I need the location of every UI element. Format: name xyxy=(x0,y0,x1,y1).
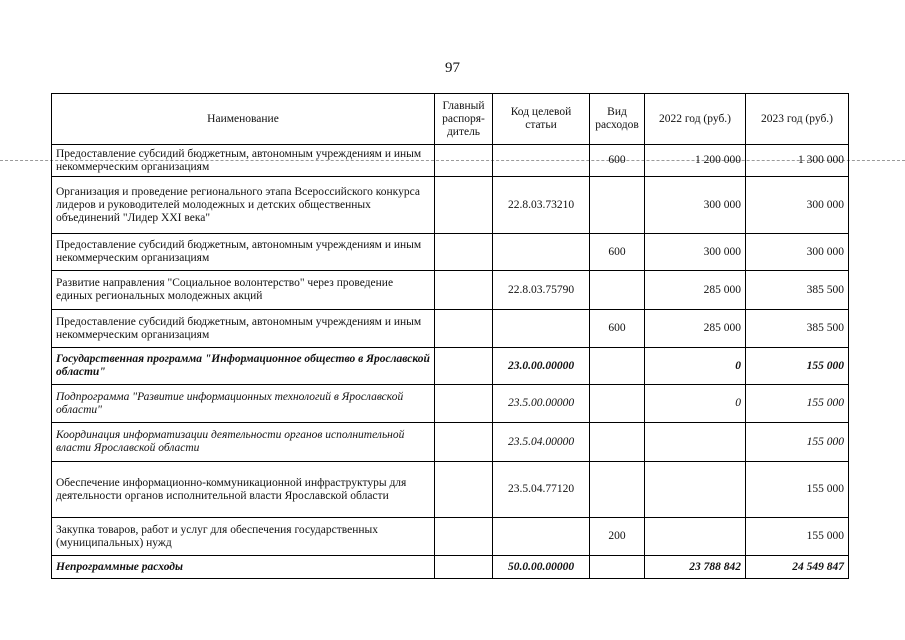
row-target-code xyxy=(493,310,590,348)
row-amount-2022: 285 000 xyxy=(645,310,746,348)
row-expense-type: 600 xyxy=(590,145,645,177)
row-amount-2023: 155 000 xyxy=(746,518,849,556)
row-name: Предоставление субсидий бюджетным, автономным учреждениям и иным некоммерческим организациям xyxy=(52,310,435,348)
table-row xyxy=(52,385,849,423)
row-expense-type xyxy=(590,385,645,423)
table-row xyxy=(52,348,849,385)
table-row xyxy=(52,145,849,177)
row-expense-type xyxy=(590,556,645,579)
page-number: 97 xyxy=(445,60,460,76)
table-row xyxy=(52,556,849,579)
row-name: Государственная программа "Информационное общество в Ярославской области" xyxy=(52,348,435,385)
row-expense-type: 200 xyxy=(590,518,645,556)
row-main-manager xyxy=(435,310,493,348)
row-target-code: 22.8.03.73210 xyxy=(493,177,590,234)
row-name: Координация информатизации деятельности органов исполнительной власти Ярославской области xyxy=(52,423,435,462)
row-expense-type: 600 xyxy=(590,234,645,271)
header-year-2023: 2023 год (руб.) xyxy=(746,94,849,145)
row-amount-2022 xyxy=(645,423,746,462)
row-amount-2023: 24 549 847 xyxy=(746,556,849,579)
row-main-manager xyxy=(435,556,493,579)
row-target-code: 22.8.03.75790 xyxy=(493,271,590,310)
table-row xyxy=(52,462,849,518)
row-expense-type xyxy=(590,177,645,234)
row-amount-2023: 300 000 xyxy=(746,177,849,234)
row-amount-2022: 300 000 xyxy=(645,177,746,234)
row-target-code: 50.0.00.00000 xyxy=(493,556,590,579)
row-main-manager xyxy=(435,518,493,556)
row-name: Развитие направления "Социальное волонтерство" через проведение единых региональных молодежных акций xyxy=(52,271,435,310)
row-amount-2023: 385 500 xyxy=(746,271,849,310)
row-target-code: 23.0.00.00000 xyxy=(493,348,590,385)
row-main-manager xyxy=(435,177,493,234)
header-target-code: Код целевой статьи xyxy=(493,94,590,145)
row-target-code: 23.5.04.00000 xyxy=(493,423,590,462)
row-amount-2022: 300 000 xyxy=(645,234,746,271)
table-row xyxy=(52,423,849,462)
budget-table xyxy=(51,93,849,579)
row-target-code xyxy=(493,234,590,271)
row-target-code xyxy=(493,518,590,556)
row-target-code: 23.5.00.00000 xyxy=(493,385,590,423)
row-expense-type xyxy=(590,348,645,385)
row-amount-2023: 155 000 xyxy=(746,385,849,423)
row-main-manager xyxy=(435,145,493,177)
row-main-manager xyxy=(435,348,493,385)
table-header-row xyxy=(52,94,849,145)
row-amount-2022: 0 xyxy=(645,348,746,385)
header-year-2022: 2022 год (руб.) xyxy=(645,94,746,145)
table-row xyxy=(52,310,849,348)
row-main-manager xyxy=(435,385,493,423)
row-name: Подпрограмма "Развитие информационных технологий в Ярославской области" xyxy=(52,385,435,423)
row-main-manager xyxy=(435,234,493,271)
row-amount-2022 xyxy=(645,518,746,556)
row-amount-2023: 300 000 xyxy=(746,234,849,271)
row-amount-2022: 285 000 xyxy=(645,271,746,310)
header-name: Наименование xyxy=(52,94,435,145)
row-amount-2022 xyxy=(645,462,746,518)
row-amount-2023: 155 000 xyxy=(746,423,849,462)
row-amount-2023: 155 000 xyxy=(746,348,849,385)
row-amount-2022: 0 xyxy=(645,385,746,423)
row-amount-2022: 23 788 842 xyxy=(645,556,746,579)
header-expense-type: Вид расходов xyxy=(590,94,645,145)
row-expense-type: 600 xyxy=(590,310,645,348)
header-main-manager: Главный распоря-дитель xyxy=(435,94,493,145)
table-row xyxy=(52,177,849,234)
row-name: Непрограммные расходы xyxy=(52,556,435,579)
table-row xyxy=(52,518,849,556)
table-row xyxy=(52,234,849,271)
row-main-manager xyxy=(435,271,493,310)
row-name: Закупка товаров, работ и услуг для обеспечения государственных (муниципальных) нужд xyxy=(52,518,435,556)
table-row xyxy=(52,271,849,310)
row-expense-type xyxy=(590,462,645,518)
row-amount-2023: 385 500 xyxy=(746,310,849,348)
row-amount-2022: 1 200 000 xyxy=(645,145,746,177)
row-expense-type xyxy=(590,423,645,462)
row-amount-2023: 1 300 000 xyxy=(746,145,849,177)
row-name: Предоставление субсидий бюджетным, автономным учреждениям и иным некоммерческим организациям xyxy=(52,234,435,271)
row-name: Предоставление субсидий бюджетным, автономным учреждениям и иным некоммерческим организациям xyxy=(52,145,435,177)
row-expense-type xyxy=(590,271,645,310)
row-name: Обеспечение информационно-коммуникационной инфраструктуры для деятельности органов исполнительной власти Ярославской области xyxy=(52,462,435,518)
row-main-manager xyxy=(435,462,493,518)
row-target-code: 23.5.04.77120 xyxy=(493,462,590,518)
row-main-manager xyxy=(435,423,493,462)
row-target-code xyxy=(493,145,590,177)
row-amount-2023: 155 000 xyxy=(746,462,849,518)
row-name: Организация и проведение регионального этапа Всероссийского конкурса лидеров и руководителей молодежных и детских общественных объединений "Лидер XXI века" xyxy=(52,177,435,234)
